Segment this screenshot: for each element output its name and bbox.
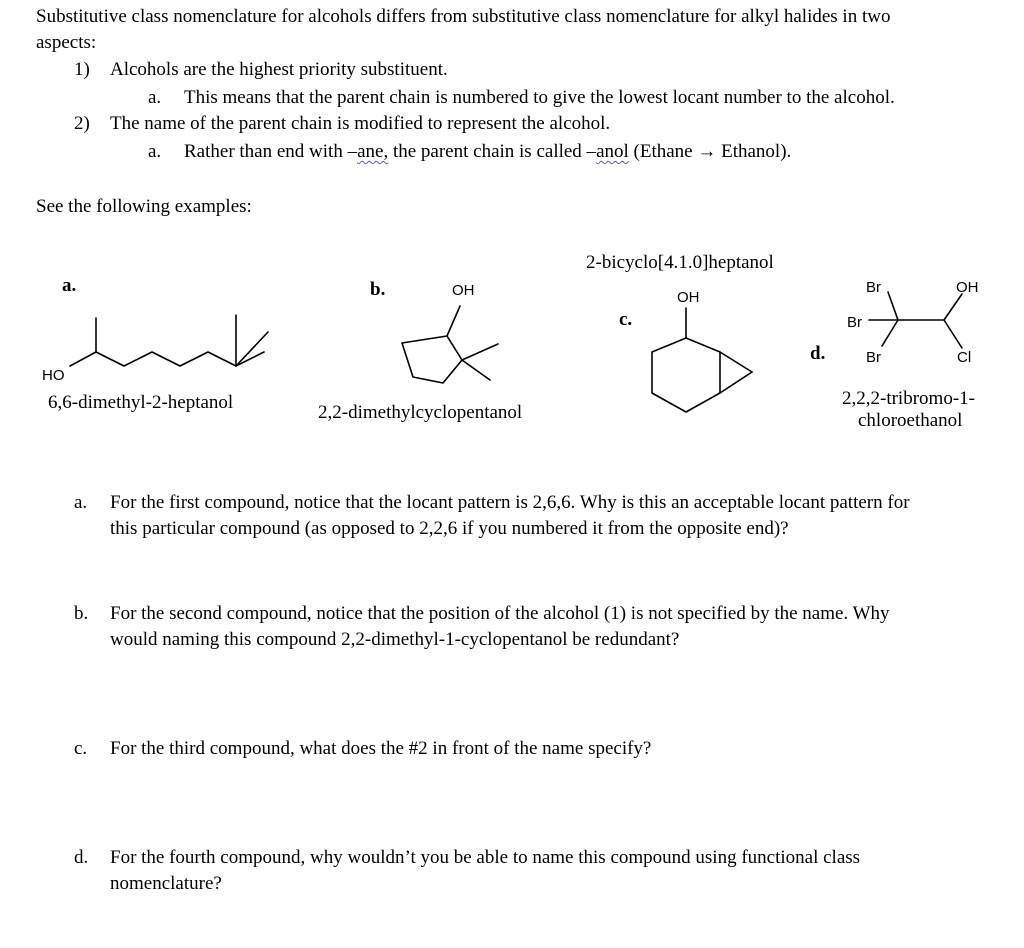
- question-b-line-1: For the second compound, notice that the position of the alcohol (1) is not specified by the name. Why: [110, 603, 890, 624]
- point-1a-text: This means that the parent chain is numbered to give the lowest locant number to the alcohol.: [184, 87, 895, 108]
- point-2a-pre: Rather than end with –: [184, 141, 358, 162]
- example-d-label: d.: [810, 343, 826, 364]
- example-b-oh-atom: OH: [452, 282, 475, 299]
- example-c-label: c.: [619, 309, 633, 330]
- example-d-name-line-1: 2,2,2-tribromo-1-: [842, 388, 975, 409]
- intro-line-2: aspects:: [36, 32, 97, 53]
- question-d-label: d.: [74, 847, 89, 868]
- example-d-cl-atom: Cl: [957, 349, 972, 366]
- example-d-br-left: Br: [847, 314, 862, 331]
- question-d-line-1: For the fourth compound, why wouldn’t you be able to name this compound using functional class: [110, 847, 861, 868]
- examples-intro: See the following examples:: [36, 196, 252, 217]
- question-b-line-2: would naming this compound 2,2-dimethyl-1-cyclopentanol be redundant?: [110, 629, 680, 650]
- structure-b-skeleton: [402, 306, 498, 383]
- structure-c-skeleton: [652, 308, 752, 412]
- point-1a-label: a.: [148, 87, 162, 108]
- point-1-number: 1): [74, 59, 90, 80]
- example-a-label: a.: [62, 275, 77, 296]
- point-2-number: 2): [74, 113, 90, 134]
- suffix-ane: ane,: [357, 141, 389, 162]
- structure-a-skeleton: [70, 315, 268, 366]
- example-c-oh-atom: OH: [677, 289, 700, 306]
- example-a-name: 6,6-dimethyl-2-heptanol: [48, 392, 234, 413]
- example-d-name-line-2: chloroethanol: [858, 410, 963, 431]
- point-2a-mid: the parent chain is called –: [388, 141, 597, 162]
- question-b-label: b.: [74, 603, 89, 624]
- example-c-name: 2-bicyclo[4.1.0]heptanol: [586, 252, 774, 273]
- example-b-name: 2,2-dimethylcyclopentanol: [318, 402, 523, 423]
- question-a-line-1: For the first compound, notice that the locant pattern is 2,6,6. Why is this an acceptable locant pattern for: [110, 492, 910, 513]
- question-a-line-2: this particular compound (as opposed to 2,2,6 if you numbered it from the opposite end)?: [110, 518, 789, 539]
- question-d-line-2: nomenclature?: [110, 873, 222, 894]
- example-b-label: b.: [370, 279, 386, 300]
- example-a-ho-atom: HO: [42, 367, 65, 384]
- question-c-label: c.: [74, 738, 88, 759]
- structure-d-skeleton: [869, 292, 962, 348]
- example-d-oh-atom: OH: [956, 279, 979, 296]
- suffix-anol: anol: [596, 141, 629, 162]
- point-2a-post: (Ethane → Ethanol).: [628, 141, 792, 162]
- point-2-text: The name of the parent chain is modified to represent the alcohol.: [110, 113, 611, 134]
- example-d-br-bottom: Br: [866, 349, 881, 366]
- example-d-br-top: Br: [866, 279, 881, 296]
- question-a-label: a.: [74, 492, 88, 513]
- point-1-text: Alcohols are the highest priority substituent.: [110, 59, 448, 80]
- point-2a-label: a.: [148, 141, 162, 162]
- question-c-line-1: For the third compound, what does the #2 in front of the name specify?: [110, 738, 652, 759]
- intro-line-1: Substitutive class nomenclature for alcohols differs from substitutive class nomenclature for alkyl halides in two: [36, 6, 891, 27]
